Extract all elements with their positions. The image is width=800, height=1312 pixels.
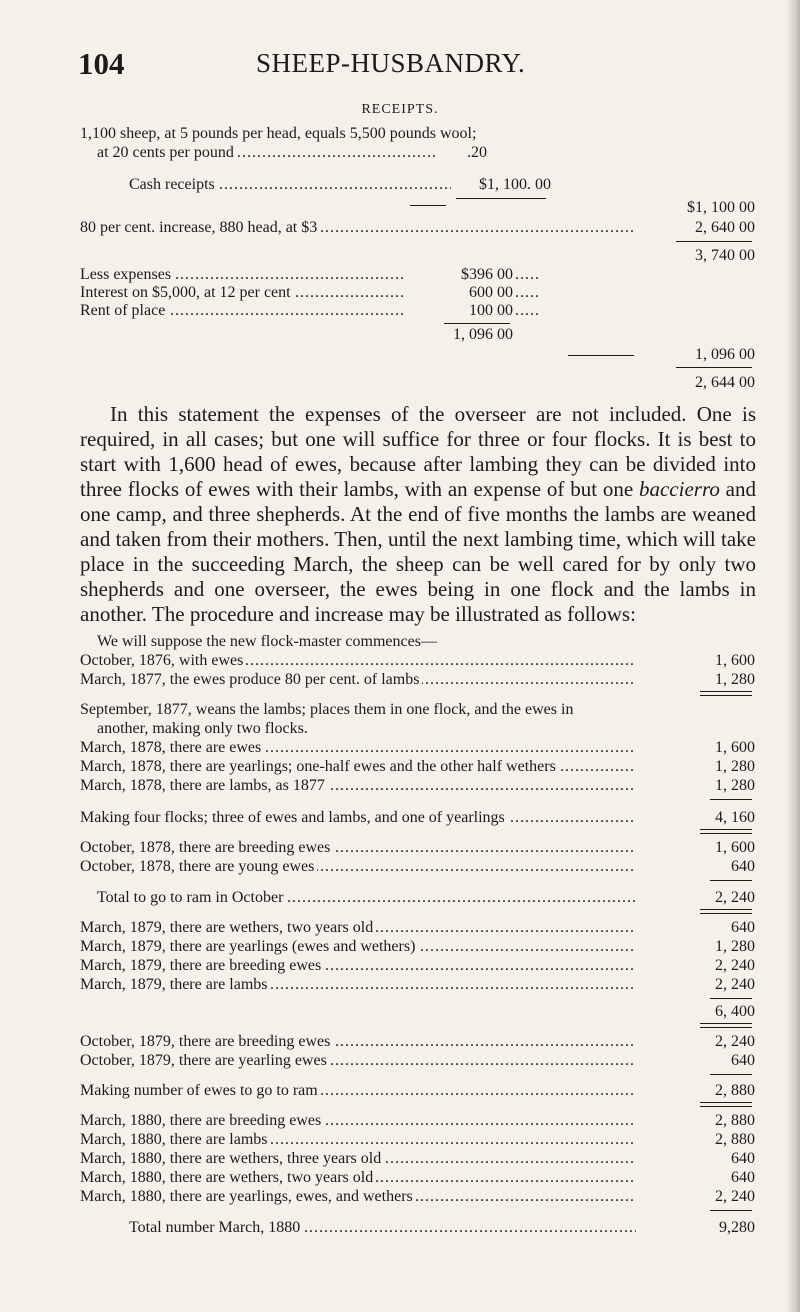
expense-amount: 100 00 bbox=[404, 301, 513, 321]
procedure-amount: 640 bbox=[636, 918, 755, 938]
procedure-row: March, 1880, there are lambs ..... bbox=[80, 1130, 700, 1150]
procedure-amount: 2, 880 bbox=[636, 1081, 755, 1101]
page-edge bbox=[786, 0, 800, 1312]
procedure-row: Making number of ewes to go to ram ..... bbox=[80, 1081, 700, 1101]
procedure-amount: 2, 880 bbox=[636, 1111, 755, 1131]
double-rule bbox=[700, 1102, 752, 1107]
rule bbox=[676, 367, 752, 368]
procedure-amount: 1, 280 bbox=[636, 937, 755, 957]
procedure-amount: 640 bbox=[636, 1149, 755, 1169]
statement-paragraph: In this statement the expenses of the overseer are not included. One is required, in all cases; but one will suffice for three or four flocks. It is best to start with 1,600 head of ewes, because after lambing they can be divided into three flocks of ewes with their lambs, with an expense of but one baccierro and one camp, and three shepherds. At the end of five months the lambs are weaned and taken from their mothers. Then, until the next lambing time, which will take place in the succeeding March, the sheep can be well cared for by only two shepherds and one overseer, the ewes being in one flock and the lambs in another. The procedure and increase may be illustrated as follows: bbox=[80, 402, 756, 626]
procedure-row: March, 1879, there are wethers, two years old ..... bbox=[80, 918, 700, 938]
procedure-amount: 640 bbox=[636, 1051, 755, 1071]
procedure-amount: 1, 280 bbox=[636, 670, 755, 690]
procedure-row: Making four flocks; three of ewes and lambs, and one of yearlings ..... bbox=[80, 808, 700, 828]
procedure-amount: 2, 240 bbox=[636, 1032, 755, 1052]
rule bbox=[568, 355, 634, 356]
rule bbox=[710, 998, 752, 999]
expense-carry: 1, 096 00 bbox=[636, 345, 755, 365]
rule bbox=[710, 880, 752, 881]
procedure-row: October, 1876, with ewes ..... bbox=[80, 651, 700, 671]
expense-row: Interest on $5,000, at 12 per cent ..... bbox=[80, 283, 540, 303]
procedure-amount: 1, 600 bbox=[636, 738, 755, 758]
procedure-row: March, 1879, there are breeding ewes ..... bbox=[80, 956, 700, 976]
procedure-row: March, 1880, there are yearlings, ewes, and wethers ..... bbox=[80, 1187, 700, 1207]
expense-row: Rent of place ..... bbox=[80, 301, 540, 321]
procedure-row: March, 1880, there are breeding ewes ..... bbox=[80, 1111, 700, 1131]
procedure-row: September, 1877, weans the lambs; places them in one flock, and the ewes in bbox=[80, 701, 574, 718]
procedure-total: 9,280 bbox=[636, 1218, 755, 1238]
cash-carry: $1, 100 00 bbox=[636, 198, 755, 218]
term-baccierro: baccierro bbox=[638, 477, 720, 501]
rule bbox=[410, 205, 446, 206]
procedure-amount: 1, 600 bbox=[636, 838, 755, 858]
procedure-amount: 2, 240 bbox=[636, 1187, 755, 1207]
receipts-line-1: 1,100 sheep, at 5 pounds per head, equals 5,500 pounds wool; bbox=[80, 125, 477, 142]
procedure-row: October, 1879, there are yearling ewes ..... bbox=[80, 1051, 700, 1071]
procedure-amount: 640 bbox=[636, 857, 755, 877]
wool-price: .20 bbox=[436, 143, 487, 163]
double-rule bbox=[700, 829, 752, 834]
page-header bbox=[78, 46, 768, 86]
procedure-row: Total to go to ram in October ..... bbox=[97, 888, 700, 908]
double-rule bbox=[700, 691, 752, 696]
expense-total: 1, 096 00 bbox=[404, 325, 513, 345]
receipts-subtotal: 3, 740 00 bbox=[636, 246, 755, 266]
procedure-subtotal: 6, 400 bbox=[636, 1002, 755, 1022]
rule bbox=[710, 799, 752, 800]
rule bbox=[456, 198, 546, 199]
procedure-amount: 2, 240 bbox=[636, 975, 755, 995]
procedure-amount: 4, 160 bbox=[636, 808, 755, 828]
expense-amount: 600 00 bbox=[404, 283, 513, 303]
procedure-row: March, 1877, the ewes produce 80 per cent. of lambs ..... bbox=[80, 670, 700, 690]
procedure-row: March, 1878, there are yearlings; one-half ewes and the other half wethers ..... bbox=[80, 757, 700, 777]
procedure-row: March, 1879, there are yearlings (ewes and wethers) ..... bbox=[80, 937, 700, 957]
procedure-intro: We will suppose the new flock-master commences— bbox=[97, 633, 437, 650]
procedure-amount: 1, 600 bbox=[636, 651, 755, 671]
procedure-row: October, 1879, there are breeding ewes ..... bbox=[80, 1032, 700, 1052]
procedure-row: another, making only two flocks. bbox=[97, 720, 308, 737]
rule bbox=[444, 323, 510, 324]
procedure-row: March, 1879, there are lambs ..... bbox=[80, 975, 700, 995]
procedure-row: March, 1880, there are wethers, three years old ..... bbox=[80, 1149, 700, 1169]
procedure-amount: 1, 280 bbox=[636, 776, 755, 796]
procedure-row: October, 1878, there are young ewes ..... bbox=[80, 857, 700, 877]
increase-amount: 2, 640 00 bbox=[636, 218, 755, 238]
procedure-amount: 640 bbox=[636, 1168, 755, 1188]
procedure-amount: 2, 880 bbox=[636, 1130, 755, 1150]
procedure-amount: 2, 240 bbox=[636, 956, 755, 976]
page-number: 104 bbox=[78, 46, 125, 81]
procedure-row: March, 1878, there are ewes ..... bbox=[80, 738, 700, 758]
receipts-net: 2, 644 00 bbox=[636, 373, 755, 393]
rule bbox=[710, 1210, 752, 1211]
procedure-row: March, 1878, there are lambs, as 1877 ..... bbox=[80, 776, 700, 796]
procedure-amount: 1, 280 bbox=[636, 757, 755, 777]
receipts-title: RECEIPTS. bbox=[361, 102, 439, 117]
running-title: SHEEP-HUSBANDRY. bbox=[256, 48, 526, 78]
rule bbox=[676, 241, 752, 242]
increase-row: 80 per cent. increase, 880 head, at $3 ..... bbox=[80, 218, 700, 238]
expense-row: Less expenses ..... bbox=[80, 265, 540, 285]
procedure-row: March, 1880, there are wethers, two years old ..... bbox=[80, 1168, 700, 1188]
double-rule bbox=[700, 1023, 752, 1028]
cash-receipts-row: Cash receipts ..... bbox=[129, 175, 451, 195]
procedure-amount: 2, 240 bbox=[636, 888, 755, 908]
rule bbox=[710, 1074, 752, 1075]
double-rule bbox=[700, 909, 752, 914]
procedure-row: October, 1878, there are breeding ewes ..... bbox=[80, 838, 700, 858]
cash-receipts-amount: $1, 100. 00 bbox=[452, 175, 551, 195]
expense-amount: $396 00 bbox=[404, 265, 513, 285]
receipts-line-2: at 20 cents per pound ..... bbox=[97, 143, 437, 163]
procedure-total-row: Total number March, 1880 ..... bbox=[129, 1218, 700, 1238]
